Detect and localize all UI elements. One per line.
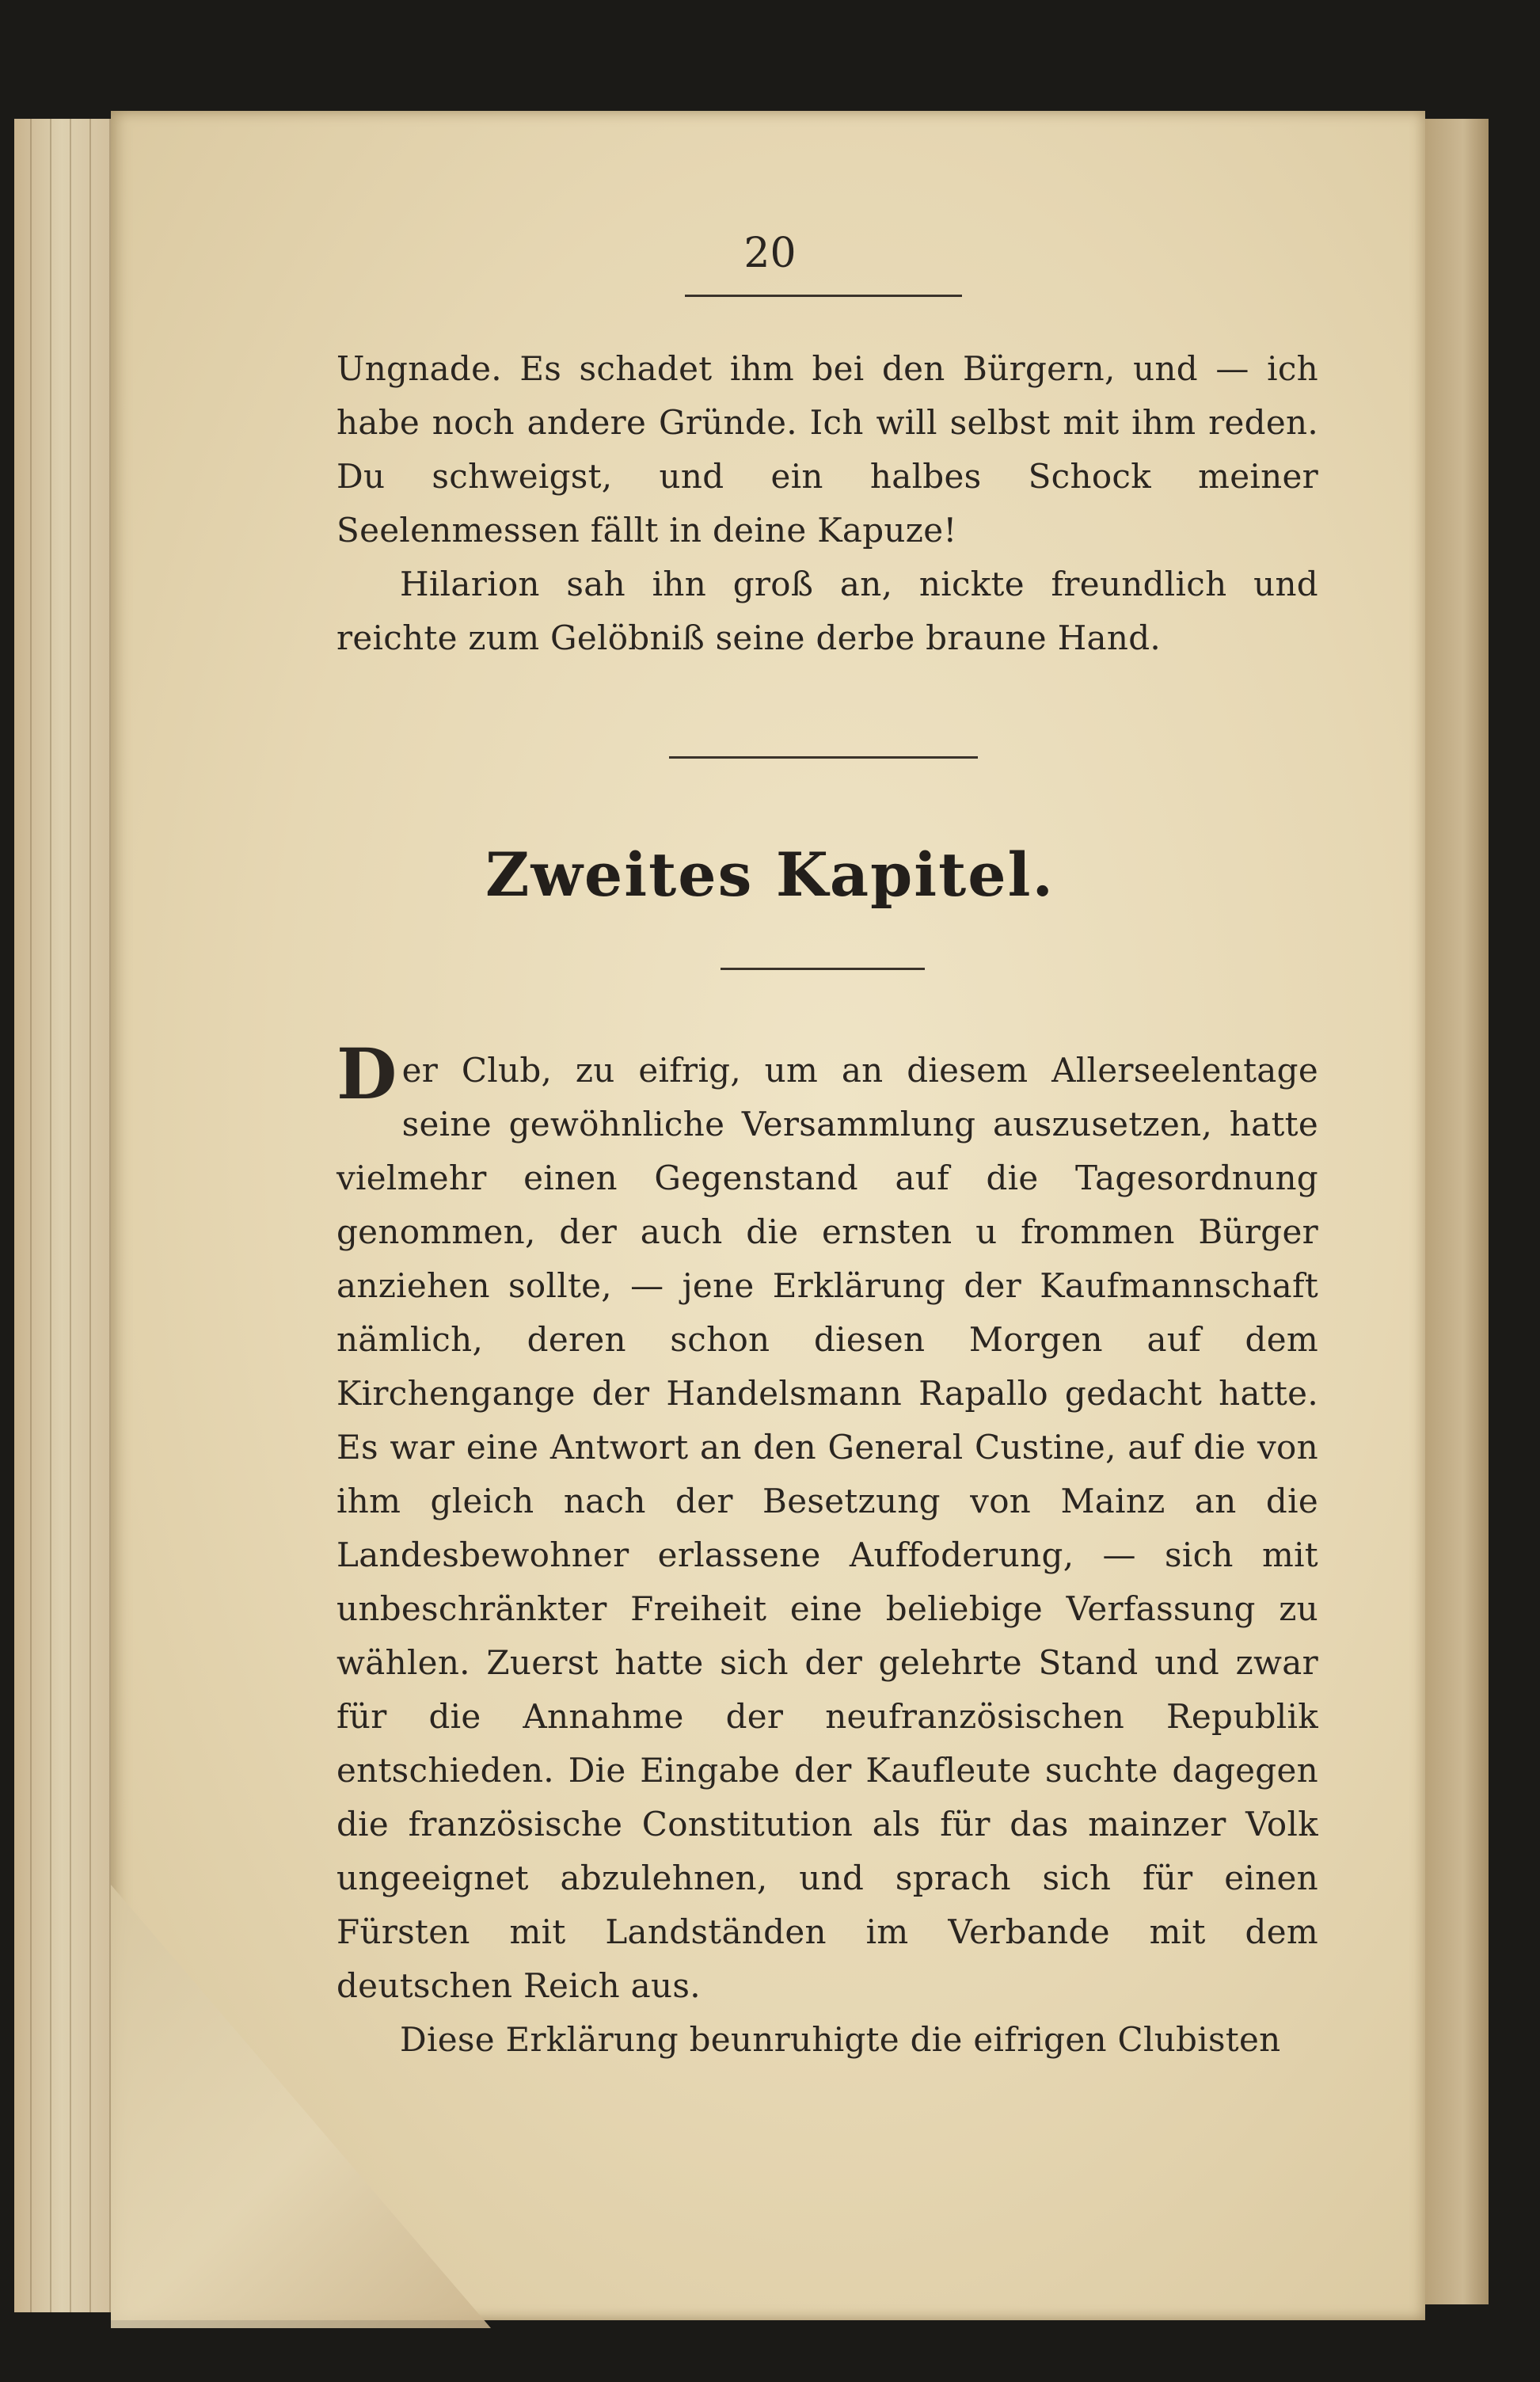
page-edge-line bbox=[30, 119, 32, 2312]
body-text-block bbox=[337, 1033, 1318, 2067]
paragraph-body-1-text: er Club, zu eifrig, um an diesem Allerseelentage seine gewöhnliche Versammlung auszusetzen, hatte vielmehr einen Gegenstand auf die Tagesordnung genommen, der auch die ernsten u frommen Bürger anziehen sollte, — jene Erklärung der Kaufmannschaft nämlich, deren schon diesen Morgen auf dem Kirchengange der Handelsmann Rapallo gedacht hatte. Es war eine Antwort an den General Custine, auf die von ihm gleich nach der Besetzung von Mainz an die Landesbewohner erlassene Auffoderung, — sich mit unbeschränkter Freiheit eine beliebige Verfassung zu wählen. Zuerst hatte sich der gelehrte Stand und zwar für die Annahme der neufranzösischen Republik entschieden. Die Eingabe der Kaufleute suchte dagegen die französische Constitution als für das mainzer Volk ungeeignet abzulehnen, und sprach sich für einen Fürsten mit Landständen im Verbande mit dem deutschen Reich aus. bbox=[337, 1051, 1318, 2005]
paragraph-body-1 bbox=[337, 1033, 1318, 2013]
facing-page-edge bbox=[1425, 119, 1489, 2304]
top-text-block bbox=[337, 342, 1318, 665]
page-number: 20 bbox=[743, 230, 797, 277]
dropcap-letter: D bbox=[337, 1033, 397, 1115]
page-edge-line bbox=[89, 119, 91, 2312]
paragraph-body-2: Diese Erklärung beunruhigte die eifrigen Clubisten bbox=[400, 2020, 1281, 2059]
header-rule bbox=[685, 295, 962, 297]
page-edge-line bbox=[50, 119, 51, 2312]
chapter-title: Zweites Kapitel. bbox=[485, 839, 1055, 910]
page-edge-line bbox=[70, 119, 71, 2312]
paragraph-top-2: Hilarion sah ihn groß an, nickte freundlich und reichte zum Gelöbniß seine derbe braune Hand. bbox=[337, 565, 1318, 657]
chapter-rule bbox=[721, 968, 925, 970]
section-rule bbox=[669, 756, 978, 759]
paragraph-top-1: Ungnade. Es schadet ihm bei den Bürgern, und — ich habe noch andere Gründe. Ich will selbst mit ihm reden. Du schweigst, und ein halbes Schock meiner Seelenmessen fällt in deine Kapuze! bbox=[337, 349, 1318, 550]
